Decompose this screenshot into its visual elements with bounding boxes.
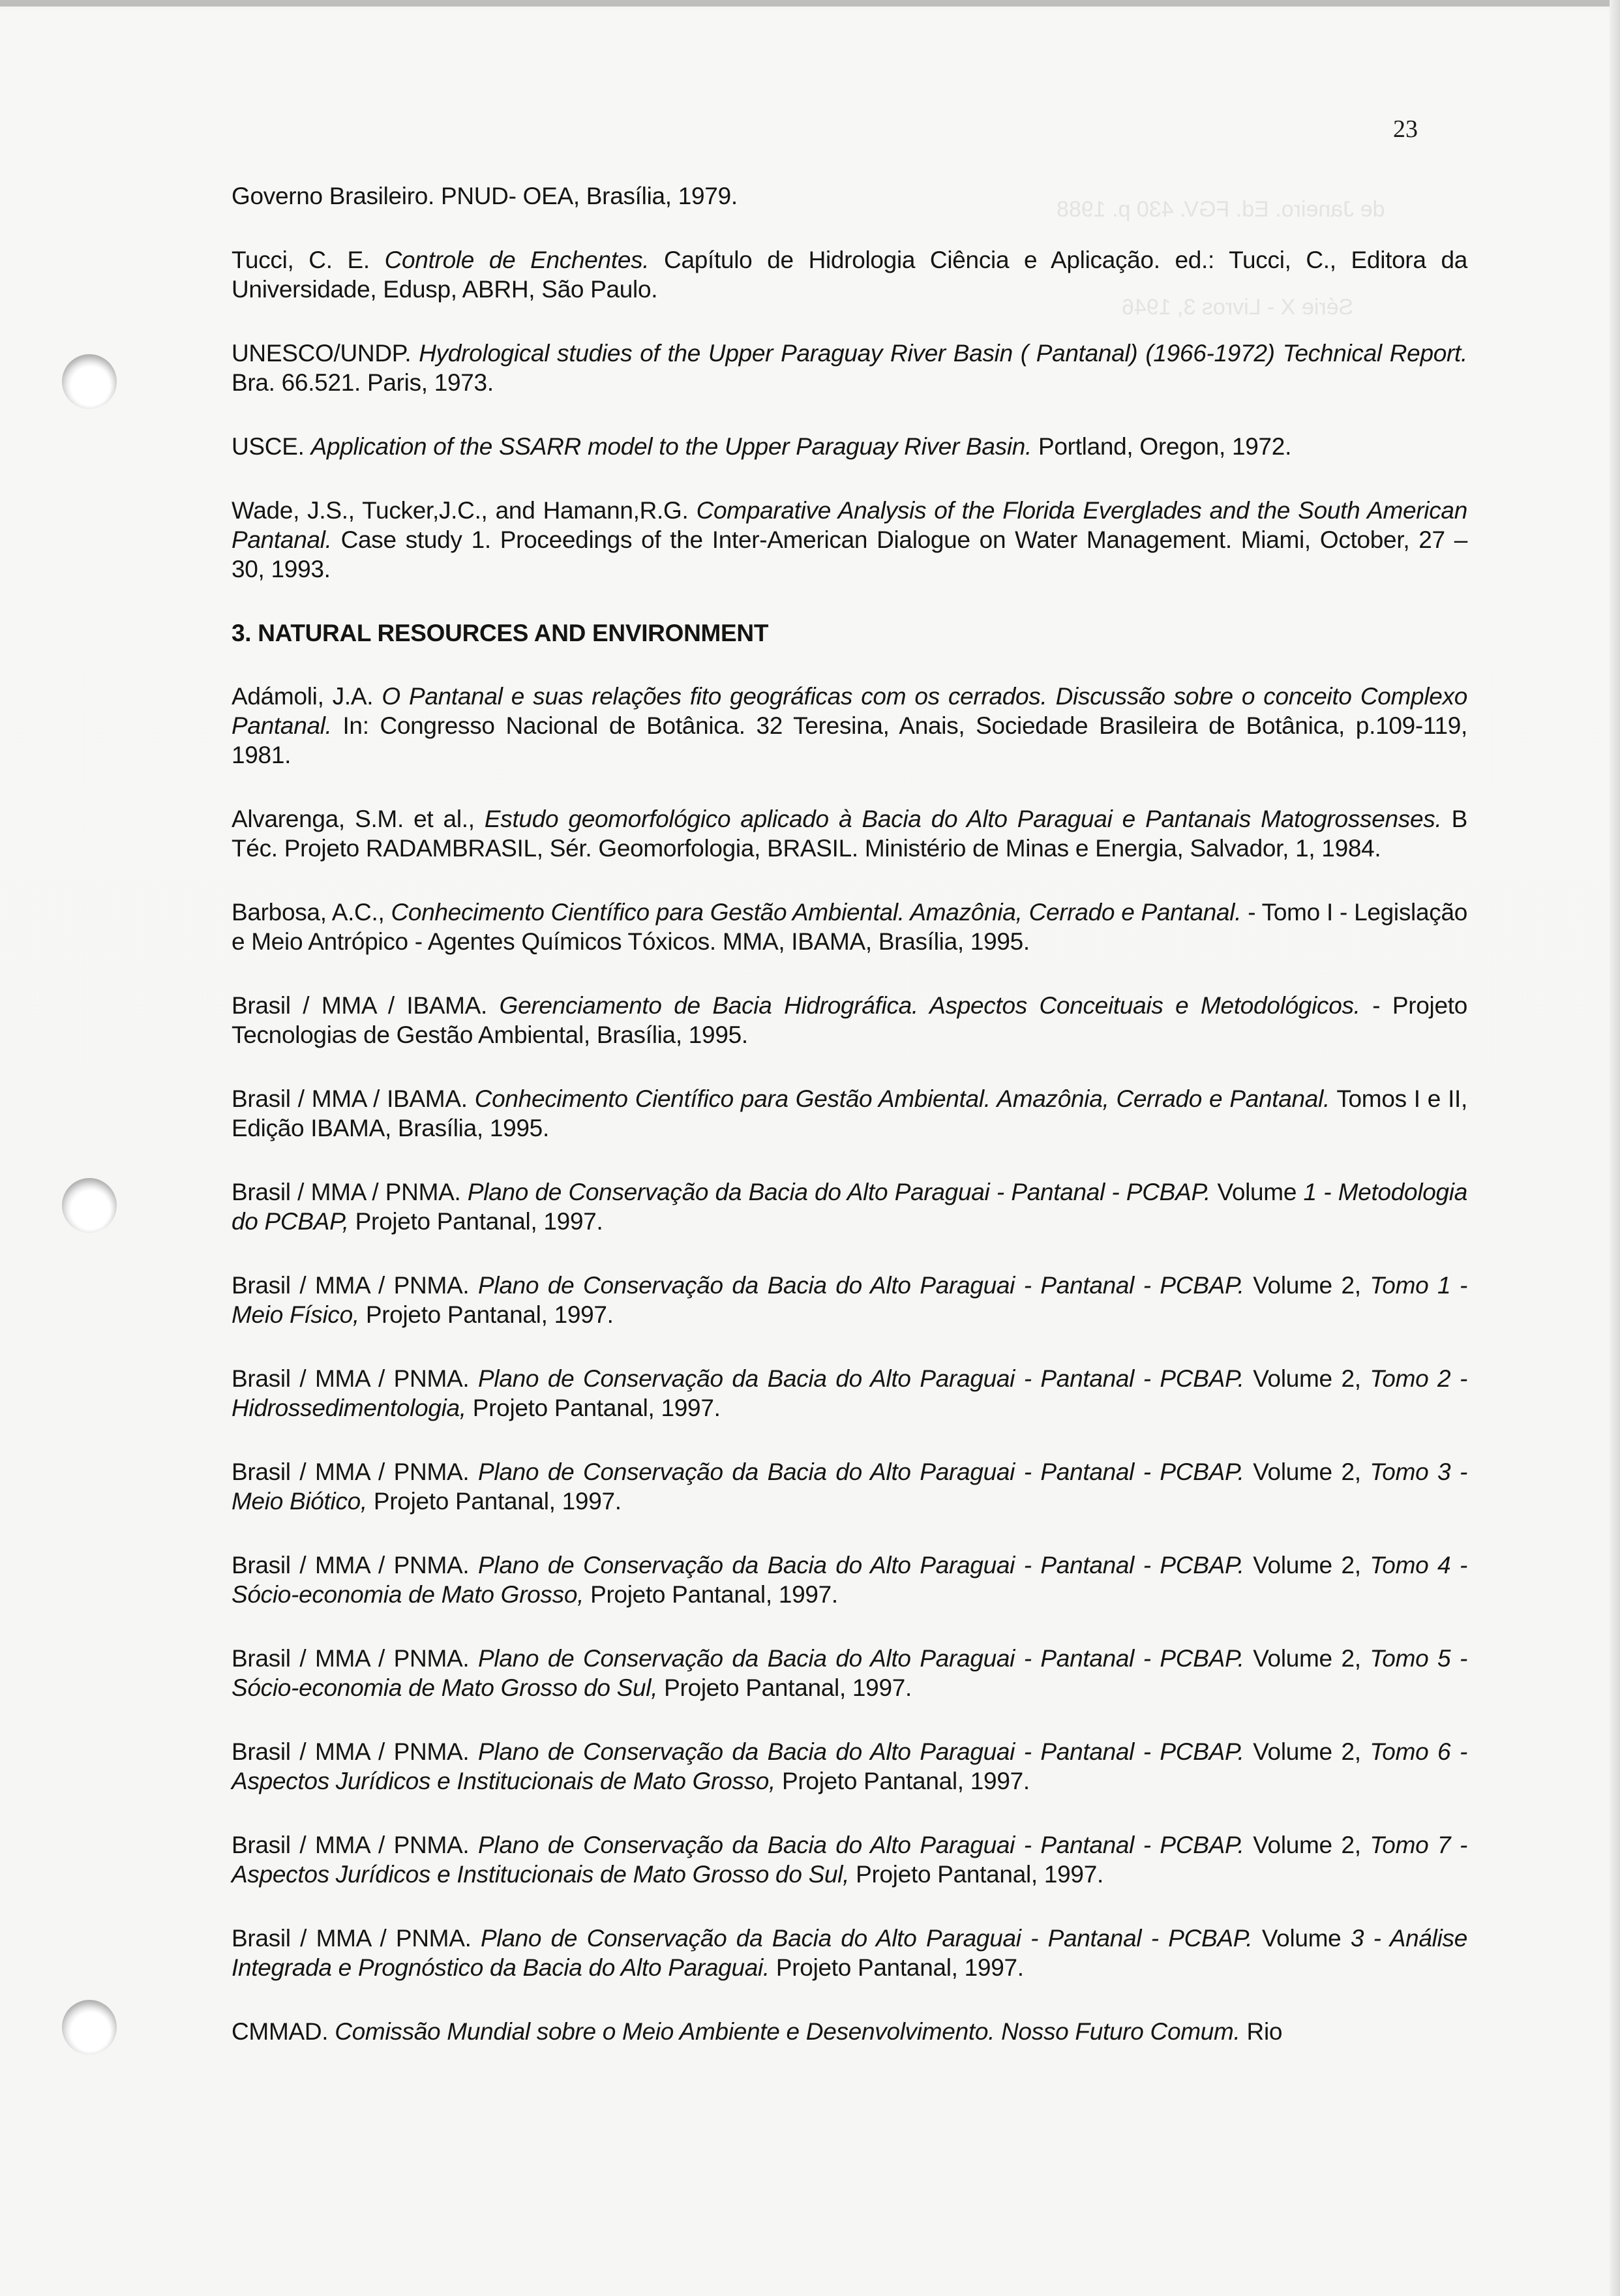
reference-rest: Projeto Pantanal, 1997. bbox=[348, 1208, 603, 1235]
reference-title-italic: Plano de Conservação da Bacia do Alto Paraguai - Pantanal - PCBAP. bbox=[478, 1645, 1244, 1672]
reference-title-italic: Plano de Conservação da Bacia do Alto Paraguai - Pantanal - PCBAP. bbox=[478, 1552, 1244, 1578]
reference-title-italic: Controle de Enchentes. bbox=[384, 247, 650, 273]
reference-title-italic: Plano de Conservação da Bacia do Alto Paraguai - Pantanal - PCBAP. bbox=[481, 1925, 1253, 1952]
reference-entry bbox=[232, 1830, 1467, 1889]
reference-author: Brasil / MMA / PNMA. bbox=[232, 1645, 479, 1672]
reference-title-italic: Estudo geomorfológico aplicado à Bacia do Alto Paraguai e Pantanais Matogrossenses. bbox=[484, 806, 1442, 832]
reference-entry bbox=[232, 339, 1467, 397]
reference-title-italic: Tomo 3 - Meio Biótico, bbox=[232, 1458, 1467, 1515]
reference-rest: Projeto Pantanal, 1997. bbox=[367, 1488, 622, 1515]
reference-rest: Volume 2, bbox=[1244, 1272, 1370, 1299]
reference-title-italic: Comparative Analysis of the Florida Everglades and the South American Pantanal. bbox=[232, 497, 1467, 553]
reference-rest: Case study 1. Proceedings of the Inter-American Dialogue on Water Management. Miami, October, 27 – 30, 1993. bbox=[232, 526, 1467, 582]
reference-title-italic: Plano de Conservação da Bacia do Alto Paraguai - Pantanal - PCBAP. bbox=[467, 1179, 1211, 1205]
reference-author: Brasil / MMA / PNMA. bbox=[232, 1832, 479, 1858]
reference-entry bbox=[232, 1644, 1467, 1702]
punch-hole bbox=[62, 1178, 117, 1233]
reference-rest: Portland, Oregon, 1972. bbox=[1032, 433, 1292, 460]
reference-rest: Tomos I e II, Edição IBAMA, Brasília, 1995. bbox=[232, 1085, 1468, 1141]
reference-author: Alvarenga, S.M. et al., bbox=[232, 806, 485, 832]
reference-rest: Volume bbox=[1210, 1179, 1304, 1205]
reference-title-italic: Hydrological studies of the Upper Paraguay River Basin ( Pantanal) (1966-1972) Technical Report. bbox=[419, 340, 1467, 367]
reference-author: Brasil / MMA / PNMA. bbox=[232, 1365, 479, 1392]
reference-rest: Bra. 66.521. Paris, 1973. bbox=[232, 369, 494, 396]
reference-entry bbox=[232, 1457, 1467, 1516]
references-after-heading bbox=[232, 682, 1467, 2046]
reference-entry bbox=[232, 1550, 1467, 1609]
reference-rest: Projeto Pantanal, 1997. bbox=[849, 1861, 1103, 1888]
reference-author: Governo Brasileiro. PNUD- OEA, Brasília, 1979. bbox=[232, 183, 738, 209]
reference-author: Brasil / MMA / IBAMA. bbox=[232, 1085, 475, 1112]
reference-rest: Volume 2, bbox=[1244, 1738, 1370, 1765]
reference-title-italic: O Pantanal e suas relações fito geográficas com os cerrados. Discussão sobre o conceito Complexo Pantanal. bbox=[232, 683, 1468, 739]
reference-entry bbox=[232, 1737, 1467, 1796]
references-before-heading bbox=[232, 181, 1467, 584]
bleed-through-text: de Janeiro. Ed. FGV. 430 p. 1988 bbox=[1057, 197, 1385, 222]
reference-rest: Projeto Pantanal, 1997. bbox=[657, 1674, 912, 1701]
reference-title-italic: Application of the SSARR model to the Upper Paraguay River Basin. bbox=[310, 433, 1032, 460]
reference-rest: Volume 2, bbox=[1244, 1645, 1370, 1672]
reference-entry bbox=[232, 898, 1467, 956]
reference-entry bbox=[232, 2017, 1467, 2046]
reference-entry bbox=[232, 1364, 1467, 1423]
reference-entry bbox=[232, 496, 1467, 584]
reference-entry bbox=[232, 804, 1467, 863]
reference-rest: Projeto Pantanal, 1997. bbox=[584, 1581, 838, 1608]
reference-title-italic: Tomo 4 - Sócio-economia de Mato Grosso, bbox=[232, 1552, 1467, 1608]
reference-entry bbox=[232, 682, 1467, 770]
reference-entry bbox=[232, 245, 1467, 304]
reference-title-italic: Gerenciamento de Bacia Hidrográfica. Aspectos Conceituais e Metodológicos. bbox=[499, 992, 1360, 1019]
reference-author: USCE. bbox=[232, 433, 311, 460]
reference-author: Brasil / MMA / PNMA. bbox=[232, 1179, 468, 1205]
reference-title-italic: Plano de Conservação da Bacia do Alto Paraguai - Pantanal - PCBAP. bbox=[478, 1832, 1244, 1858]
reference-title-italic: 3 - Análise Integrada e Prognóstico da Bacia do Alto Paraguai. bbox=[232, 1925, 1467, 1981]
reference-author: Tucci, C. E. bbox=[232, 247, 385, 273]
reference-entry bbox=[232, 1271, 1467, 1329]
reference-rest: Projeto Pantanal, 1997. bbox=[775, 1768, 1030, 1794]
reference-author: Brasil / MMA / PNMA. bbox=[232, 1272, 479, 1299]
reference-title-italic: 1 - Metodologia do PCBAP, bbox=[232, 1179, 1468, 1235]
reference-entry bbox=[232, 1924, 1467, 1982]
reference-title-italic: Tomo 7 - Aspectos Jurídicos e Institucionais de Mato Grosso do Sul, bbox=[232, 1832, 1467, 1888]
punch-hole bbox=[62, 2000, 117, 2055]
reference-entry bbox=[232, 991, 1467, 1050]
reference-rest: Projeto Pantanal, 1997. bbox=[359, 1301, 614, 1328]
reference-title-italic: Plano de Conservação da Bacia do Alto Paraguai - Pantanal - PCBAP. bbox=[478, 1738, 1244, 1765]
reference-rest: Volume 2, bbox=[1244, 1458, 1370, 1485]
reference-rest: Capítulo de Hidrologia Ciência e Aplicação. ed.: Tucci, C., Editora da Universidade, Edusp, ABRH, São Paulo. bbox=[232, 247, 1467, 303]
reference-rest: Rio bbox=[1240, 2018, 1283, 2045]
page-number: 23 bbox=[1393, 115, 1418, 143]
reference-rest: B Téc. Projeto RADAMBRASIL, Sér. Geomorfologia, BRASIL. Ministério de Minas e Energia, Salvador, 1, 1984. bbox=[232, 806, 1467, 862]
reference-rest: - Tomo I - Legislação e Meio Antrópico - Agentes Químicos Tóxicos. MMA, IBAMA, Brasília, 1995. bbox=[232, 899, 1467, 955]
reference-author: Adámoli, J.A. bbox=[232, 683, 382, 710]
reference-rest: Volume 2, bbox=[1244, 1365, 1370, 1392]
reference-title-italic: Tomo 6 - Aspectos Jurídicos e Institucionais de Mato Grosso, bbox=[232, 1738, 1467, 1794]
reference-author: Wade, J.S., Tucker,J.C., and Hamann,R.G. bbox=[232, 497, 697, 524]
reference-title-italic: Conhecimento Científico para Gestão Ambiental. Amazônia, Cerrado e Pantanal. bbox=[391, 899, 1242, 926]
reference-rest: - Projeto Tecnologias de Gestão Ambiental, Brasília, 1995. bbox=[232, 992, 1468, 1048]
reference-title-italic: Tomo 5 - Sócio-economia de Mato Grosso do Sul, bbox=[232, 1645, 1467, 1701]
reference-author: Brasil / MMA / PNMA. bbox=[232, 1925, 481, 1952]
reference-rest: In: Congresso Nacional de Botânica. 32 Teresina, Anais, Sociedade Brasileira de Botânica, p.109-119, 1981. bbox=[232, 712, 1467, 768]
reference-title-italic: Tomo 1 - Meio Físico, bbox=[232, 1272, 1467, 1328]
reference-rest: Volume bbox=[1252, 1925, 1351, 1952]
reference-author: UNESCO/UNDP. bbox=[232, 340, 419, 367]
reference-title-italic: Plano de Conservação da Bacia do Alto Paraguai - Pantanal - PCBAP. bbox=[478, 1458, 1244, 1485]
section-heading: 3. NATURAL RESOURCES AND ENVIRONMENT bbox=[232, 620, 769, 646]
reference-list bbox=[232, 181, 1467, 2081]
reference-author: Brasil / MMA / PNMA. bbox=[232, 1458, 479, 1485]
reference-entry bbox=[232, 181, 1467, 211]
reference-author: Brasil / MMA / IBAMA. bbox=[232, 992, 500, 1019]
reference-title-italic: Plano de Conservação da Bacia do Alto Paraguai - Pantanal - PCBAP. bbox=[478, 1272, 1244, 1299]
punch-hole bbox=[62, 354, 117, 409]
reference-entry bbox=[232, 1177, 1467, 1236]
reference-entry bbox=[232, 432, 1467, 461]
reference-title-italic: Tomo 2 - Hidrossedimentologia, bbox=[232, 1365, 1467, 1421]
reference-rest: Volume 2, bbox=[1244, 1832, 1370, 1858]
reference-entry bbox=[232, 1084, 1467, 1143]
reference-rest: Projeto Pantanal, 1997. bbox=[466, 1395, 721, 1421]
reference-title-italic: Plano de Conservação da Bacia do Alto Paraguai - Pantanal - PCBAP. bbox=[478, 1365, 1244, 1392]
reference-title-italic: Comissão Mundial sobre o Meio Ambiente e Desenvolvimento. Nosso Futuro Comum. bbox=[335, 2018, 1240, 2045]
reference-rest: Projeto Pantanal, 1997. bbox=[769, 1954, 1024, 1981]
bleed-through-text: Série X - Livros 3, 1946 bbox=[1122, 295, 1354, 320]
reference-author: Barbosa, A.C., bbox=[232, 899, 391, 926]
reference-rest: Volume 2, bbox=[1244, 1552, 1370, 1578]
reference-author: Brasil / MMA / PNMA. bbox=[232, 1738, 479, 1765]
reference-author: Brasil / MMA / PNMA. bbox=[232, 1552, 479, 1578]
reference-author: CMMAD. bbox=[232, 2018, 335, 2045]
reference-title-italic: Conhecimento Científico para Gestão Ambiental. Amazônia, Cerrado e Pantanal. bbox=[474, 1085, 1330, 1112]
